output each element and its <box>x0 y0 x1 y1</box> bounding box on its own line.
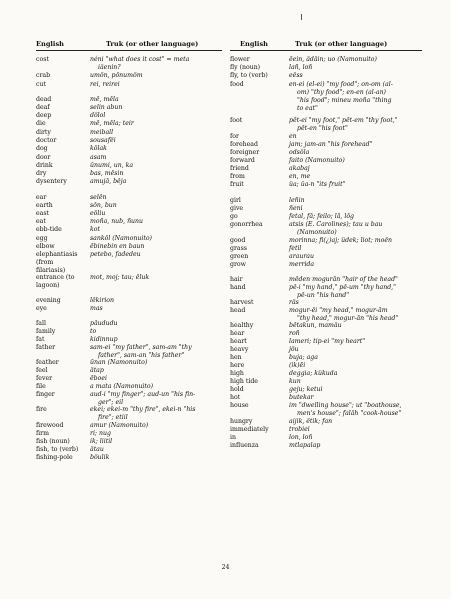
english-term: family <box>36 328 56 335</box>
truk-translation: meiball <box>90 129 114 136</box>
tick-mark <box>301 14 302 20</box>
truk-translation: jam; jam-an "his forehead" <box>289 141 373 148</box>
truk-translation-continued: pē-un "his hand" <box>297 292 350 299</box>
english-term: hear <box>230 330 245 337</box>
english-term: firm <box>36 430 49 437</box>
english-term: forward <box>230 157 255 164</box>
english-term: give <box>230 205 244 212</box>
english-term: evening <box>36 297 61 304</box>
truk-translation: ūnumi, un, ka <box>90 162 134 169</box>
english-term: grass <box>230 245 247 252</box>
right-truk-header: Truk (or other language) <box>295 40 388 48</box>
truk-translation: sanköl (Namonuito) <box>90 235 152 242</box>
truk-translation: en <box>289 133 297 140</box>
truk-translation-continued: father", sam-an "his father" <box>98 352 185 359</box>
english-term: fish, to (verb) <box>36 446 79 453</box>
truk-translation: ätap <box>90 367 104 374</box>
english-term: dysentery <box>36 178 67 185</box>
english-term: hen <box>230 354 242 361</box>
english-term: die <box>36 120 46 127</box>
truk-translation: üa; üa-n "its fruit" <box>289 181 346 188</box>
truk-translation: roñ <box>289 330 300 337</box>
truk-translation: mogur-ëi "my head," mogur-ām <box>289 307 388 314</box>
english-term: from <box>230 173 245 180</box>
english-term: heart <box>230 338 247 345</box>
english-term: hot <box>230 394 241 401</box>
truk-translation: mot, moj; tau; ēluk <box>90 274 150 281</box>
truk-translation: pē-i "my hand," pē-um "thy hand," <box>289 284 396 291</box>
truk-translation: butekar <box>289 394 314 401</box>
truk-translation: mas <box>90 305 103 312</box>
truk-translation: mē, mēla <box>90 96 119 103</box>
truk-translation: pāududu <box>90 320 118 327</box>
truk-translation: mtlapalap <box>289 442 321 449</box>
truk-translation: to <box>90 328 97 335</box>
english-term: house <box>230 402 249 409</box>
truk-translation: lēkirion <box>90 297 115 304</box>
english-term: eat <box>36 218 46 225</box>
truk-translation: pēt-ei "my foot," pēt-em "thy foot," <box>289 117 398 124</box>
truk-translation: fetal, fā; feilo; lā, lōg <box>289 213 355 220</box>
truk-translation-continued: fire"; etiil <box>98 414 128 421</box>
truk-translation: räs <box>289 299 299 306</box>
truk-translation: (ik)ēi <box>289 362 306 369</box>
english-term: dog <box>36 145 48 152</box>
english-term: east <box>36 210 50 217</box>
truk-translation: merrida <box>289 261 315 268</box>
english-term: head <box>230 307 246 314</box>
truk-translation: faito (Namonuito) <box>289 157 345 164</box>
english-term: girl <box>230 197 241 204</box>
truk-translation: en, me <box>289 173 311 180</box>
english-term: here <box>230 362 245 369</box>
english-term: egg <box>36 235 48 242</box>
truk-translation-continued: (Namonuito) <box>297 229 337 236</box>
truk-translation: mēden mogurān "hair of the head" <box>289 276 398 283</box>
truk-translation: böulik <box>90 454 110 461</box>
truk-translation: petebo, fadedeu <box>90 251 141 258</box>
english-term: finger <box>36 391 55 398</box>
truk-translation: kölak <box>90 145 107 152</box>
english-term: elephantiasis <box>36 251 78 258</box>
english-term: fishing-pole <box>36 454 73 461</box>
english-term: gonorrhea <box>230 221 263 228</box>
english-term: influenza <box>230 442 259 449</box>
english-term: earth <box>36 202 53 209</box>
english-term: cost <box>36 56 49 63</box>
english-term: feather <box>36 359 59 366</box>
english-term: fever <box>36 375 53 382</box>
truk-translation: kot <box>90 226 100 233</box>
english-term: go <box>230 213 238 220</box>
truk-translation: rei, reirei <box>90 81 120 88</box>
truk-translation-continued: ger"; eil <box>98 399 124 406</box>
truk-translation: asam <box>90 154 107 161</box>
truk-translation: eëss <box>289 72 303 79</box>
truk-translation-continued: men's house"; faläh "cook-house" <box>297 410 402 417</box>
truk-translation: fetil <box>289 245 302 252</box>
english-term: feel <box>36 367 48 374</box>
english-term: for <box>230 133 239 140</box>
english-term: hungry <box>230 418 253 425</box>
truk-translation: dölol <box>90 112 106 119</box>
english-term: cut <box>36 81 46 88</box>
truk-translation: eöliu <box>90 210 106 217</box>
english-term: immediately <box>230 426 269 433</box>
english-term: dead <box>36 96 52 103</box>
truk-translation: odsöla <box>289 149 310 156</box>
truk-translation: kun <box>289 378 301 385</box>
english-term: fat <box>36 336 45 343</box>
english-term: good <box>230 237 246 244</box>
truk-translation: sōn, bun <box>90 202 117 209</box>
english-term: green <box>230 253 249 260</box>
truk-translation-continued: om) "thy food"; en-en (al-an) <box>297 89 386 96</box>
english-term: fly (noun) <box>230 64 261 71</box>
page-number: 24 <box>221 564 230 571</box>
truk-translation: ik; liitil <box>90 438 113 445</box>
english-term: deaf <box>36 104 50 111</box>
english-term: ebb-tide <box>36 226 62 233</box>
truk-translation: kidinnup <box>90 336 118 343</box>
english-term: foot <box>230 117 243 124</box>
truk-translation: aijik, ëtik; fan <box>289 418 333 425</box>
truk-translation: bētakun, mamäu <box>289 322 342 329</box>
right-header-rule <box>230 50 422 51</box>
truk-translation: amur (Namonuito) <box>90 422 149 429</box>
english-term: food <box>230 81 244 88</box>
english-term: hold <box>230 386 244 393</box>
english-term: dirty <box>36 129 51 136</box>
truk-translation: ri; nug <box>90 430 111 437</box>
truk-translation-continued: "his food"; mineu moña "thing <box>297 97 392 104</box>
truk-translation: akabaj <box>289 165 310 172</box>
truk-translation: selin abun <box>90 104 123 111</box>
english-term: high tide <box>230 378 258 385</box>
truk-translation: a mata (Namonuito) <box>90 383 154 390</box>
truk-translation: morinna; fi(¿)aj; üdek; liot; moën <box>289 237 393 244</box>
english-term: hand <box>230 284 246 291</box>
english-term: fall <box>36 320 46 327</box>
english-term: lagoon) <box>36 282 60 289</box>
english-term: file <box>36 383 46 390</box>
left-english-header: English <box>36 40 64 48</box>
english-term: crab <box>36 72 51 79</box>
truk-translation: geju; ketui <box>289 386 323 393</box>
english-term: fruit <box>230 181 244 188</box>
truk-translation: ēboei <box>90 375 107 382</box>
truk-translation: ñeni <box>289 205 303 212</box>
english-term: grow <box>230 261 246 268</box>
truk-translation: ēbinebin en baun <box>90 243 145 250</box>
truk-translation: moña, nub, ñunu <box>90 218 144 225</box>
right-english-header: English <box>240 40 268 48</box>
english-term: heavy <box>230 346 249 353</box>
english-term: healthy <box>230 322 254 329</box>
truk-translation: selēn <box>90 194 107 201</box>
truk-translation-continued: to eat" <box>297 105 318 112</box>
truk-translation: deggia; kükuda <box>289 370 338 377</box>
english-term: dry <box>36 170 47 177</box>
truk-translation: atsis (E. Carolines); tau u bau <box>289 221 383 228</box>
english-term: drink <box>36 162 53 169</box>
english-term: deep <box>36 112 52 119</box>
english-term: doctor <box>36 137 57 144</box>
english-term: fire <box>36 406 47 413</box>
truk-translation-continued: iäenin? <box>98 64 121 71</box>
english-term: high <box>230 370 244 377</box>
english-term: eye <box>36 305 47 312</box>
truk-translation: néni "what does it cost" = meta <box>90 56 190 63</box>
truk-translation-continued: pēt-en "his foot" <box>297 125 348 132</box>
english-term: foreigner <box>230 149 260 156</box>
truk-translation: im "dwelling house"; ut "boathouse, <box>289 402 402 409</box>
english-term: in <box>230 434 236 441</box>
truk-translation: lañ, loñ <box>289 64 313 71</box>
english-term: entrance (to <box>36 274 75 281</box>
truk-translation: sousafëi <box>90 137 116 144</box>
truk-translation: jöu <box>289 346 299 353</box>
truk-translation: buja; aga <box>289 354 318 361</box>
english-term: filariasis) <box>36 267 66 274</box>
truk-translation: lameri; tip-ei "my heart" <box>289 338 366 345</box>
english-term: door <box>36 154 51 161</box>
english-term: (from <box>36 259 54 266</box>
truk-translation: ūnan (Namonuito) <box>90 359 148 366</box>
truk-translation: trobiei <box>289 426 310 433</box>
left-header-rule <box>36 50 222 51</box>
english-term: flower <box>230 56 250 63</box>
english-term: friend <box>230 165 249 172</box>
english-term: father <box>36 344 56 351</box>
truk-translation: araurau <box>289 253 314 260</box>
left-truk-header: Truk (or other language) <box>106 40 199 48</box>
english-term: ear <box>36 194 47 201</box>
truk-translation-continued: "thy head," mogur-ān "his head" <box>297 315 399 322</box>
english-term: harvest <box>230 299 254 306</box>
english-term: elbow <box>36 243 55 250</box>
truk-translation: en-ei (el-ei) "my food"; on-om (al- <box>289 81 393 88</box>
truk-translation: aud-i "my finger"; aud-un "his fin- <box>90 391 196 398</box>
truk-translation: ekei; ekei-m "thy fire", ekei-n "his <box>90 406 196 413</box>
english-term: forehead <box>230 141 258 148</box>
truk-translation: amujā, bēja <box>90 178 127 185</box>
english-term: hair <box>230 276 243 283</box>
truk-translation: leñin <box>289 197 305 204</box>
english-term: fly, to (verb) <box>230 72 268 79</box>
truk-translation: lon, loñ <box>289 434 313 441</box>
truk-translation: mē, mēla; teir <box>90 120 134 127</box>
truk-translation: sam-ei "my father", sam-am "thy <box>90 344 192 351</box>
english-term: fish (noun) <box>36 438 70 445</box>
english-term: firewood <box>36 422 64 429</box>
truk-translation: bas, mēsin <box>90 170 124 177</box>
truk-translation: umön, pönumöm <box>90 72 143 79</box>
truk-translation: ēein, ädäin; uo (Namonuito) <box>289 56 377 63</box>
truk-translation: ätau <box>90 446 104 453</box>
